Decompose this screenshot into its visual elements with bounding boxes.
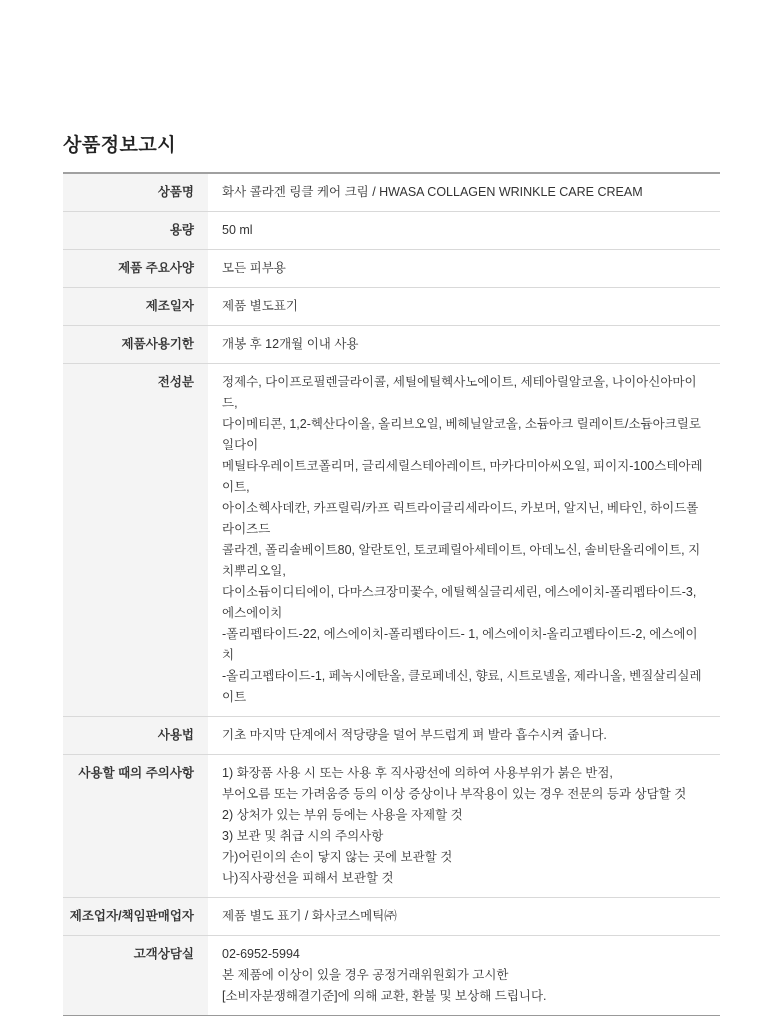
row-value-line: 아이소헥사데칸, 카프릴릭/카프 릭트라이글리세라이드, 카보머, 알지닌, 베타인, 하이드롤라이즈드	[222, 501, 699, 536]
row-value-line: 2) 상처가 있는 부위 등에는 사용을 자제할 것	[222, 808, 463, 822]
table-row	[63, 288, 720, 326]
row-value-line: 개봉 후 12개월 이내 사용	[222, 337, 359, 351]
row-value-line: 다이메티콘, 1,2-헥산다이올, 올리브오일, 베헤닐알코올, 소듐아크 릴레이트/소듐아크릴로일다이	[222, 417, 701, 452]
row-label: 상품명	[63, 174, 208, 211]
row-value-line: 본 제품에 이상이 있을 경우 공정거래위원회가 고시한	[222, 968, 509, 982]
row-value	[208, 250, 720, 287]
row-value-line: 가)어린이의 손이 닿지 않는 곳에 보관할 것	[222, 850, 453, 864]
row-value	[208, 898, 720, 935]
table-row	[63, 250, 720, 288]
table-row	[63, 717, 720, 755]
row-value-line: 부어오름 또는 가려움증 등의 이상 증상이나 부작용이 있는 경우 전문의 등과 상담할 것	[222, 787, 687, 801]
row-value-line: 1) 화장품 사용 시 또는 사용 후 직사광선에 의하여 사용부위가 붉은 반점,	[222, 766, 613, 780]
row-label: 사용법	[63, 717, 208, 754]
row-value-line: 제품 별도 표기 / 화사코스메틱㈜	[222, 909, 397, 923]
table-row	[63, 326, 720, 364]
row-value-line: 모든 피부용	[222, 261, 286, 275]
row-label: 전성분	[63, 364, 208, 716]
row-label: 제조업자/책임판매업자	[63, 898, 208, 935]
row-label: 사용할 때의 주의사항	[63, 755, 208, 897]
row-label: 용량	[63, 212, 208, 249]
row-value-line: 02-6952-5994	[222, 947, 300, 961]
row-value-line: 제품 별도표기	[222, 299, 298, 313]
row-value-line: 다이소듐이디티에이, 다마스크장미꽃수, 에틸헥실글리세린, 에스에이치-폴리펩타이드-3, 에스에이치	[222, 585, 697, 620]
row-value-line: 화사 콜라겐 링클 케어 크림 / HWASA COLLAGEN WRINKLE CARE CREAM	[222, 185, 643, 199]
row-value	[208, 755, 720, 897]
row-value	[208, 212, 720, 249]
table-row	[63, 898, 720, 936]
table-row	[63, 936, 720, 1015]
table-row	[63, 174, 720, 212]
row-value	[208, 174, 720, 211]
row-label: 제조일자	[63, 288, 208, 325]
row-label: 고객상담실	[63, 936, 208, 1015]
table-row	[63, 364, 720, 717]
row-value-line: -올리고펩타이드-1, 페녹시에탄올, 클로페네신, 향료, 시트로넬올, 제라니올, 벤질살리실레이트	[222, 669, 702, 704]
row-value	[208, 288, 720, 325]
row-value	[208, 364, 720, 716]
row-value-line: -폴리펩타이드-22, 에스에이치-폴리펩타이드- 1, 에스에이치-올리고펩타이드-2, 에스에이치	[222, 627, 698, 662]
row-label: 제품사용기한	[63, 326, 208, 363]
row-value-line: 정제수, 다이프로필렌글라이콜, 세틸에틸헥사노에이트, 세테아릴알코올, 나이아신아마이드,	[222, 375, 697, 410]
row-value	[208, 326, 720, 363]
product-info-table	[63, 172, 720, 1016]
table-row	[63, 755, 720, 898]
row-value	[208, 936, 720, 1015]
row-value-line: 기초 마지막 단계에서 적당량을 덜어 부드럽게 펴 발라 흡수시켜 줍니다.	[222, 728, 607, 742]
table-row	[63, 212, 720, 250]
product-info-section	[63, 135, 720, 1016]
row-value-line: 50 ml	[222, 223, 253, 237]
row-value	[208, 717, 720, 754]
row-value-line: [소비자분쟁해결기준]에 의해 교환, 환불 및 보상해 드립니다.	[222, 989, 547, 1003]
page-title: 상품정보고시	[63, 135, 177, 156]
row-value-line: 콜라겐, 폴리솔베이트80, 알란토인, 토코페릴아세테이트, 아데노신, 솔비탄올리에이트, 지치뿌리오일,	[222, 543, 701, 578]
row-value-line: 나)직사광선을 피해서 보관할 것	[222, 871, 394, 885]
row-label: 제품 주요사양	[63, 250, 208, 287]
row-value-line: 메틸타우레이트코폴리머, 글리세릴스테아레이트, 마카다미아씨오일, 피이지-100스테아레이트,	[222, 459, 703, 494]
row-value-line: 3) 보관 및 취급 시의 주의사항	[222, 829, 384, 843]
